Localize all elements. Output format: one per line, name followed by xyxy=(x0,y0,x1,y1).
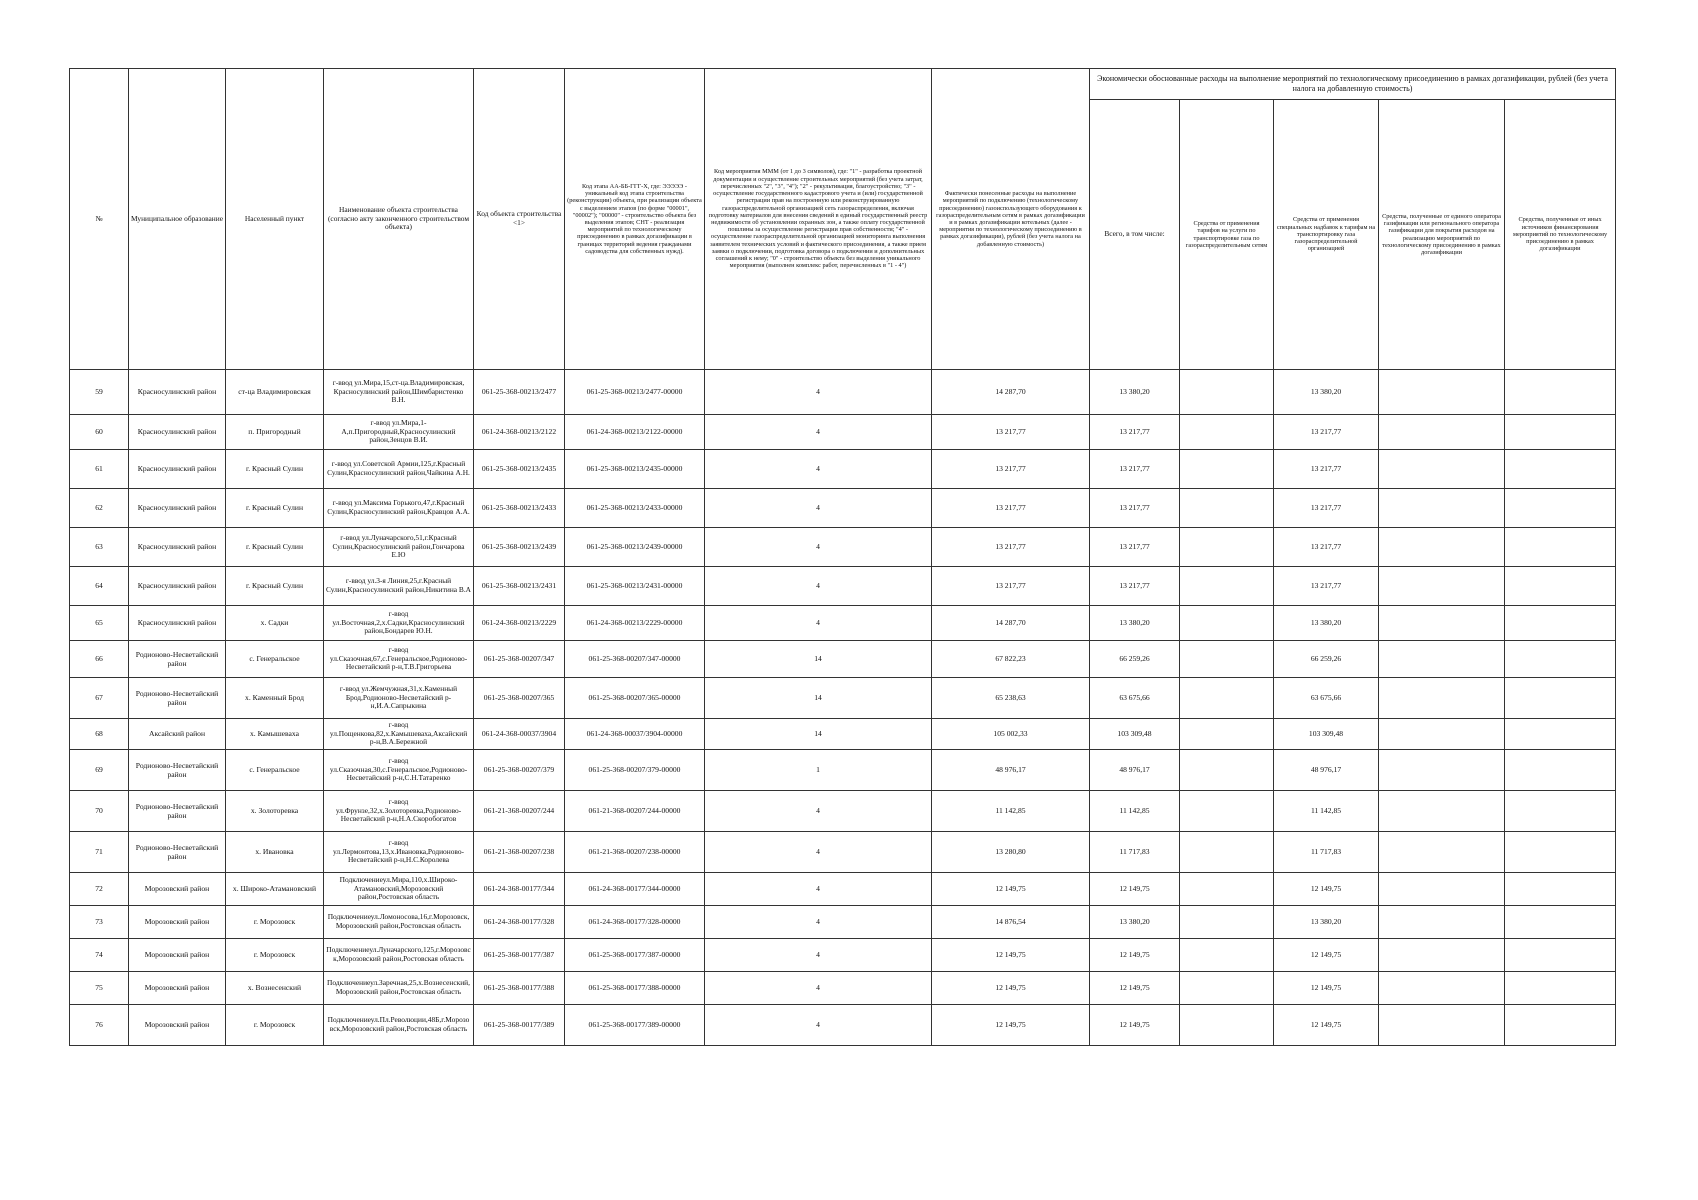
header-settlement: Населенный пункт xyxy=(226,69,324,370)
row-event-code: 4 xyxy=(705,415,932,450)
row-single-operator xyxy=(1379,832,1505,873)
table-row xyxy=(70,678,1616,719)
table-row xyxy=(70,415,1616,450)
row-object-code: 061-25-368-00213/2477 xyxy=(474,370,565,415)
row-object-name: Подключениеул.Заречная,25,х.Вознесенский,Морозовский район,Ростовская область xyxy=(324,972,474,1005)
row-event-code: 4 xyxy=(705,906,932,939)
row-single-operator xyxy=(1379,791,1505,832)
row-other-sources xyxy=(1505,678,1616,719)
row-object-name: г-ввод ул.Сказочная,30,с.Генеральское,Родионово-Несветайский р-н,С.Н.Татаренко xyxy=(324,750,474,791)
row-no: 63 xyxy=(70,528,129,567)
row-total: 48 976,17 xyxy=(1090,750,1180,791)
row-event-code: 14 xyxy=(705,719,932,750)
row-settlement: ст-ца Владимировская xyxy=(226,370,324,415)
row-object-name: г-ввод ул.Мира,15,ст-ца.Владимировская, Красносулинский район,Шимбаристенко В.Н. xyxy=(324,370,474,415)
row-tariff-transport xyxy=(1180,641,1274,678)
row-object-name: г-ввод ул.Луначарского,51,г.Красный Сулин,Красносулинский район,Гончарова Е.Ю xyxy=(324,528,474,567)
row-stage-code: 061-24-368-00213/2122-00000 xyxy=(565,415,705,450)
row-event-code: 4 xyxy=(705,972,932,1005)
row-special-surcharge: 11 717,83 xyxy=(1274,832,1379,873)
table-row xyxy=(70,873,1616,906)
row-municipality: Красносулинский район xyxy=(129,450,226,489)
row-tariff-transport xyxy=(1180,939,1274,972)
row-event-code: 4 xyxy=(705,832,932,873)
row-stage-code: 061-25-368-00207/379-00000 xyxy=(565,750,705,791)
row-object-code: 061-25-368-00207/379 xyxy=(474,750,565,791)
row-special-surcharge: 13 380,20 xyxy=(1274,370,1379,415)
row-event-code: 4 xyxy=(705,489,932,528)
row-settlement: х. Ивановка xyxy=(226,832,324,873)
row-settlement: х. Садки xyxy=(226,606,324,641)
row-stage-code: 061-25-368-00213/2477-00000 xyxy=(565,370,705,415)
row-object-name: г-ввод ул.Восточная,2,х.Садки,Красносулинский район,Бондарев Ю.Н. xyxy=(324,606,474,641)
row-actual-costs: 14 876,54 xyxy=(932,906,1090,939)
row-object-code: 061-25-368-00213/2431 xyxy=(474,567,565,606)
row-municipality: Родионово-Несветайский район xyxy=(129,750,226,791)
row-stage-code: 061-24-368-00177/344-00000 xyxy=(565,873,705,906)
row-object-name: г-ввод ул.Лермонтова,13,х.Ивановка,Родионово-Несветайский р-н,Н.С.Королева xyxy=(324,832,474,873)
row-actual-costs: 13 280,80 xyxy=(932,832,1090,873)
row-special-surcharge: 11 142,85 xyxy=(1274,791,1379,832)
row-actual-costs: 13 217,77 xyxy=(932,450,1090,489)
row-settlement: г. Красный Сулин xyxy=(226,567,324,606)
table-row xyxy=(70,489,1616,528)
header-actual-costs: Фактически понесенные расходы на выполнение мероприятий по подключению (технологическому присоединению) газоиспользующего оборудования к газораспределительным сетям в рамках догазификации и в рамках догазификации котельных (далее - мероприятия по технологическому присоединению в рамках догазификации), рублей (без учета налога на добавленную стоимость) xyxy=(932,69,1090,370)
table-row xyxy=(70,972,1616,1005)
row-single-operator xyxy=(1379,415,1505,450)
row-object-code: 061-25-368-00213/2439 xyxy=(474,528,565,567)
row-total: 103 309,48 xyxy=(1090,719,1180,750)
row-event-code: 4 xyxy=(705,450,932,489)
row-actual-costs: 13 217,77 xyxy=(932,415,1090,450)
row-event-code: 4 xyxy=(705,791,932,832)
row-total: 13 380,20 xyxy=(1090,906,1180,939)
row-no: 65 xyxy=(70,606,129,641)
row-no: 64 xyxy=(70,567,129,606)
row-other-sources xyxy=(1505,906,1616,939)
row-other-sources xyxy=(1505,1005,1616,1046)
row-single-operator xyxy=(1379,1005,1505,1046)
row-special-surcharge: 13 217,77 xyxy=(1274,489,1379,528)
row-municipality: Морозовский район xyxy=(129,906,226,939)
row-special-surcharge: 13 217,77 xyxy=(1274,415,1379,450)
row-object-code: 061-25-368-00177/387 xyxy=(474,939,565,972)
header-group-title: Экономически обоснованные расходы на выполнение мероприятий по технологическому присоединению в рамках догазификации, рублей (без учета налога на добавленную стоимость) xyxy=(1090,69,1616,100)
row-actual-costs: 13 217,77 xyxy=(932,567,1090,606)
header-total: Всего, в том числе: xyxy=(1090,100,1180,370)
row-actual-costs: 105 002,33 xyxy=(932,719,1090,750)
row-other-sources xyxy=(1505,750,1616,791)
row-no: 73 xyxy=(70,906,129,939)
row-settlement: г. Красный Сулин xyxy=(226,450,324,489)
row-tariff-transport xyxy=(1180,489,1274,528)
row-stage-code: 061-25-368-00207/365-00000 xyxy=(565,678,705,719)
row-total: 63 675,66 xyxy=(1090,678,1180,719)
row-tariff-transport xyxy=(1180,791,1274,832)
row-object-name: Подключениеул.Пл.Революции,48Б,г.Морозовск,Морозовский район,Ростовская область xyxy=(324,1005,474,1046)
row-event-code: 4 xyxy=(705,873,932,906)
row-special-surcharge: 103 309,48 xyxy=(1274,719,1379,750)
row-special-surcharge: 13 217,77 xyxy=(1274,567,1379,606)
row-single-operator xyxy=(1379,873,1505,906)
row-no: 74 xyxy=(70,939,129,972)
row-other-sources xyxy=(1505,873,1616,906)
table-row xyxy=(70,1005,1616,1046)
row-object-code: 061-21-368-00207/244 xyxy=(474,791,565,832)
row-municipality: Красносулинский район xyxy=(129,489,226,528)
row-other-sources xyxy=(1505,450,1616,489)
table-row xyxy=(70,450,1616,489)
table-row xyxy=(70,567,1616,606)
header-event-code: Код мероприятия МММ (от 1 до 3 символов), где: "1" - разработка проектной документации и осуществление строительных мероприятий (без учета затрат, перечисленных "2", "3", "4"); "2" - рекультивация, благоустройство; "3" - осуществление государственного кадастрового учета и (или) государственной регистрации прав на построенную или реконструированную газораспределительной организацией сеть газораспределения, включая подготовку материалов для внесения сведений в единый государственный реестр недвижимости об установлении охранных зон, а также оплату государственной пошлины за осуществление регистрации прав собственности; "4" - осуществление газораспределительной организацией мониторинга выполнения заявителем технических условий и фактического присоединения, а также прием заявки о подключении, подготовка договора о подключении и дополнительных соглашений к нему; "0" - строительство объекта без выделения уникального мероприятия (выполнен комплекс работ, перечисленных в "1 - 4") xyxy=(705,69,932,370)
table-body xyxy=(70,370,1616,1046)
row-single-operator xyxy=(1379,528,1505,567)
row-event-code: 4 xyxy=(705,567,932,606)
row-total: 66 259,26 xyxy=(1090,641,1180,678)
row-total: 13 217,77 xyxy=(1090,489,1180,528)
row-special-surcharge: 48 976,17 xyxy=(1274,750,1379,791)
row-total: 13 217,77 xyxy=(1090,450,1180,489)
row-no: 69 xyxy=(70,750,129,791)
row-no: 60 xyxy=(70,415,129,450)
table-row xyxy=(70,791,1616,832)
row-single-operator xyxy=(1379,678,1505,719)
row-actual-costs: 67 822,23 xyxy=(932,641,1090,678)
row-stage-code: 061-25-368-00177/388-00000 xyxy=(565,972,705,1005)
row-object-name: г-ввод ул.3-я Линия,25,г.Красный Сулин,Красносулинский район,Никитина В.А xyxy=(324,567,474,606)
row-actual-costs: 12 149,75 xyxy=(932,939,1090,972)
row-actual-costs: 12 149,75 xyxy=(932,1005,1090,1046)
row-stage-code: 061-25-368-00177/387-00000 xyxy=(565,939,705,972)
table-row xyxy=(70,370,1616,415)
row-object-name: г-ввод ул.Жемчужная,31,х.Каменный Брод,Родионово-Несветайский р-н,И.А.Сапрыкина xyxy=(324,678,474,719)
row-other-sources xyxy=(1505,528,1616,567)
row-municipality: Морозовский район xyxy=(129,972,226,1005)
row-object-name: Подключениеул.Ломоносова,16,г.Морозовск,Морозовский район,Ростовская область xyxy=(324,906,474,939)
row-no: 70 xyxy=(70,791,129,832)
row-event-code: 4 xyxy=(705,606,932,641)
row-tariff-transport xyxy=(1180,873,1274,906)
row-other-sources xyxy=(1505,939,1616,972)
row-stage-code: 061-25-368-00213/2439-00000 xyxy=(565,528,705,567)
row-object-name: г-ввод ул.Мира,1-А,п.Пригородный,Красносулинский район,Зенцов В.И. xyxy=(324,415,474,450)
row-settlement: г. Красный Сулин xyxy=(226,489,324,528)
row-other-sources xyxy=(1505,415,1616,450)
row-stage-code: 061-21-368-00207/244-00000 xyxy=(565,791,705,832)
row-no: 76 xyxy=(70,1005,129,1046)
row-special-surcharge: 13 380,20 xyxy=(1274,606,1379,641)
row-stage-code: 061-24-368-00037/3904-00000 xyxy=(565,719,705,750)
row-tariff-transport xyxy=(1180,972,1274,1005)
row-object-name: Подключениеул.Мира,110,х.Широко-Атамановский,Морозовский район,Ростовская область xyxy=(324,873,474,906)
row-tariff-transport xyxy=(1180,606,1274,641)
row-tariff-transport xyxy=(1180,906,1274,939)
row-municipality: Морозовский район xyxy=(129,1005,226,1046)
row-single-operator xyxy=(1379,750,1505,791)
row-actual-costs: 48 976,17 xyxy=(932,750,1090,791)
row-other-sources xyxy=(1505,489,1616,528)
row-tariff-transport xyxy=(1180,678,1274,719)
row-object-code: 061-24-368-00177/328 xyxy=(474,906,565,939)
row-settlement: х. Широко-Атамановский xyxy=(226,873,324,906)
row-special-surcharge: 13 217,77 xyxy=(1274,528,1379,567)
row-municipality: Родионово-Несветайский район xyxy=(129,641,226,678)
row-other-sources xyxy=(1505,606,1616,641)
row-object-code: 061-24-368-00037/3904 xyxy=(474,719,565,750)
row-municipality: Морозовский район xyxy=(129,939,226,972)
row-other-sources xyxy=(1505,370,1616,415)
row-event-code: 4 xyxy=(705,528,932,567)
row-tariff-transport xyxy=(1180,567,1274,606)
row-total: 13 217,77 xyxy=(1090,415,1180,450)
row-total: 11 717,83 xyxy=(1090,832,1180,873)
row-stage-code: 061-25-368-00177/389-00000 xyxy=(565,1005,705,1046)
row-settlement: г. Морозовск xyxy=(226,1005,324,1046)
row-stage-code: 061-24-368-00213/2229-00000 xyxy=(565,606,705,641)
header-other-sources: Средства, полученные от иных источников финансирования мероприятий по технологическому присоединению в рамках догазификации xyxy=(1505,100,1616,370)
row-single-operator xyxy=(1379,567,1505,606)
row-other-sources xyxy=(1505,567,1616,606)
row-special-surcharge: 12 149,75 xyxy=(1274,1005,1379,1046)
header-municipality: Муниципальное образование xyxy=(129,69,226,370)
row-municipality: Красносулинский район xyxy=(129,567,226,606)
row-other-sources xyxy=(1505,791,1616,832)
row-event-code: 4 xyxy=(705,1005,932,1046)
row-settlement: г. Морозовск xyxy=(226,939,324,972)
row-settlement: х. Камышеваха xyxy=(226,719,324,750)
row-object-code: 061-25-368-00177/388 xyxy=(474,972,565,1005)
row-object-name: г-ввод ул.Пощенкова,82,х.Камышеваха,Аксайский р-н,В.А.Бережной xyxy=(324,719,474,750)
row-actual-costs: 12 149,75 xyxy=(932,873,1090,906)
row-tariff-transport xyxy=(1180,415,1274,450)
row-municipality: Красносулинский район xyxy=(129,528,226,567)
document-sheet xyxy=(69,68,1615,1046)
row-single-operator xyxy=(1379,370,1505,415)
row-tariff-transport xyxy=(1180,528,1274,567)
table-row xyxy=(70,641,1616,678)
row-single-operator xyxy=(1379,450,1505,489)
table-row xyxy=(70,606,1616,641)
row-no: 71 xyxy=(70,832,129,873)
row-special-surcharge: 13 380,20 xyxy=(1274,906,1379,939)
row-settlement: х. Каменный Брод xyxy=(226,678,324,719)
row-special-surcharge: 12 149,75 xyxy=(1274,873,1379,906)
row-object-name: г-ввод ул.Фрунзе,32,х.Золоторевка,Родионово-Несветайский р-н,Н.А.Скоробогатов xyxy=(324,791,474,832)
row-actual-costs: 14 287,70 xyxy=(932,370,1090,415)
row-actual-costs: 13 217,77 xyxy=(932,528,1090,567)
row-municipality: Родионово-Несветайский район xyxy=(129,678,226,719)
row-single-operator xyxy=(1379,641,1505,678)
row-no: 66 xyxy=(70,641,129,678)
row-municipality: Красносулинский район xyxy=(129,415,226,450)
row-tariff-transport xyxy=(1180,719,1274,750)
table-row xyxy=(70,939,1616,972)
row-total: 11 142,85 xyxy=(1090,791,1180,832)
row-object-code: 061-25-368-00177/389 xyxy=(474,1005,565,1046)
row-tariff-transport xyxy=(1180,1005,1274,1046)
row-other-sources xyxy=(1505,832,1616,873)
row-municipality: Красносулинский район xyxy=(129,606,226,641)
row-total: 13 217,77 xyxy=(1090,567,1180,606)
row-object-name: Подключениеул.Луначарского,125,г.Морозовск,Морозовский район,Ростовская область xyxy=(324,939,474,972)
row-object-code: 061-24-368-00177/344 xyxy=(474,873,565,906)
row-object-code: 061-21-368-00207/238 xyxy=(474,832,565,873)
header-stage-code: Код этапа АА-ББ-ГГГ-Х, где: ЭЭЭЭЭ - уникальный код этапа строительства (реконструкции) объекта, при реализации объекта с выделением этапов (по форме "00001", "00002"); "00000" - строительство объекта без выделения этапов; СНТ - реализация мероприятий по технологическому присоединению в рамках догазификации в границах территорий ведения гражданами садоводства для собственных нужд). xyxy=(565,69,705,370)
row-single-operator xyxy=(1379,972,1505,1005)
header-special-surcharge: Средства от применения специальных надбавок к тарифам на транспортировку газа газораспределительной организацией xyxy=(1274,100,1379,370)
row-tariff-transport xyxy=(1180,450,1274,489)
row-special-surcharge: 13 217,77 xyxy=(1274,450,1379,489)
row-single-operator xyxy=(1379,606,1505,641)
row-total: 12 149,75 xyxy=(1090,939,1180,972)
row-no: 62 xyxy=(70,489,129,528)
row-total: 12 149,75 xyxy=(1090,873,1180,906)
row-special-surcharge: 66 259,26 xyxy=(1274,641,1379,678)
row-no: 59 xyxy=(70,370,129,415)
header-tariff-transport: Средства от применения тарифов на услуги по транспортировке газа по газораспределительным сетям xyxy=(1180,100,1274,370)
dogazification-table xyxy=(69,68,1616,1046)
row-single-operator xyxy=(1379,906,1505,939)
row-no: 68 xyxy=(70,719,129,750)
row-single-operator xyxy=(1379,939,1505,972)
row-total: 13 380,20 xyxy=(1090,606,1180,641)
row-object-code: 061-24-368-00213/2122 xyxy=(474,415,565,450)
row-settlement: х. Вознесенский xyxy=(226,972,324,1005)
row-event-code: 4 xyxy=(705,939,932,972)
row-event-code: 1 xyxy=(705,750,932,791)
row-total: 12 149,75 xyxy=(1090,972,1180,1005)
row-total: 13 217,77 xyxy=(1090,528,1180,567)
row-single-operator xyxy=(1379,489,1505,528)
header-single-operator: Средства, полученные от единого оператора газификации или регионального оператора газификации для покрытия расходов на реализацию мероприятий по технологическому присоединению в рамках догазификации xyxy=(1379,100,1505,370)
row-stage-code: 061-25-368-00213/2431-00000 xyxy=(565,567,705,606)
row-settlement: с. Генеральское xyxy=(226,750,324,791)
row-event-code: 4 xyxy=(705,370,932,415)
row-special-surcharge: 12 149,75 xyxy=(1274,939,1379,972)
row-actual-costs: 14 287,70 xyxy=(932,606,1090,641)
row-tariff-transport xyxy=(1180,750,1274,791)
row-no: 72 xyxy=(70,873,129,906)
header-object-code: Код объекта строительства <1> xyxy=(474,69,565,370)
row-object-code: 061-25-368-00213/2433 xyxy=(474,489,565,528)
row-municipality: Красносулинский район xyxy=(129,370,226,415)
row-total: 13 380,20 xyxy=(1090,370,1180,415)
header-object-name: Наименование объекта строительства (согласно акту законченного строительством объекта) xyxy=(324,69,474,370)
row-stage-code: 061-21-368-00207/238-00000 xyxy=(565,832,705,873)
row-stage-code: 061-25-368-00207/347-00000 xyxy=(565,641,705,678)
row-settlement: п. Пригородный xyxy=(226,415,324,450)
row-total: 12 149,75 xyxy=(1090,1005,1180,1046)
row-object-code: 061-24-368-00213/2229 xyxy=(474,606,565,641)
row-tariff-transport xyxy=(1180,832,1274,873)
table-row xyxy=(70,832,1616,873)
row-stage-code: 061-25-368-00213/2433-00000 xyxy=(565,489,705,528)
row-object-name: г-ввод ул.Советской Армии,125,г.Красный Сулин,Красносулинский район,Чайкина А.Н. xyxy=(324,450,474,489)
row-actual-costs: 13 217,77 xyxy=(932,489,1090,528)
row-municipality: Родионово-Несветайский район xyxy=(129,832,226,873)
row-municipality: Морозовский район xyxy=(129,873,226,906)
row-object-name: г-ввод ул.Сказочная,67,с.Генеральское,Родионово-Несветайский р-н,Т.В.Григорьева xyxy=(324,641,474,678)
row-event-code: 14 xyxy=(705,678,932,719)
row-settlement: х. Золоторевка xyxy=(226,791,324,832)
row-tariff-transport xyxy=(1180,370,1274,415)
row-object-code: 061-25-368-00207/365 xyxy=(474,678,565,719)
row-no: 75 xyxy=(70,972,129,1005)
row-actual-costs: 65 238,63 xyxy=(932,678,1090,719)
table-header xyxy=(70,69,1616,370)
row-other-sources xyxy=(1505,641,1616,678)
row-special-surcharge: 12 149,75 xyxy=(1274,972,1379,1005)
row-single-operator xyxy=(1379,719,1505,750)
row-no: 61 xyxy=(70,450,129,489)
row-actual-costs: 11 142,85 xyxy=(932,791,1090,832)
row-object-code: 061-25-368-00207/347 xyxy=(474,641,565,678)
row-other-sources xyxy=(1505,972,1616,1005)
row-stage-code: 061-25-368-00213/2435-00000 xyxy=(565,450,705,489)
row-object-name: г-ввод ул.Максима Горького,47,г.Красный Сулин,Красносулинский район,Кравцов А.А. xyxy=(324,489,474,528)
row-special-surcharge: 63 675,66 xyxy=(1274,678,1379,719)
row-object-code: 061-25-368-00213/2435 xyxy=(474,450,565,489)
row-settlement: г. Морозовск xyxy=(226,906,324,939)
row-settlement: г. Красный Сулин xyxy=(226,528,324,567)
table-row xyxy=(70,906,1616,939)
row-event-code: 14 xyxy=(705,641,932,678)
row-municipality: Родионово-Несветайский район xyxy=(129,791,226,832)
row-no: 67 xyxy=(70,678,129,719)
row-settlement: с. Генеральское xyxy=(226,641,324,678)
row-other-sources xyxy=(1505,719,1616,750)
row-actual-costs: 12 149,75 xyxy=(932,972,1090,1005)
table-row xyxy=(70,750,1616,791)
table-row xyxy=(70,719,1616,750)
header-no: № xyxy=(70,69,129,370)
table-row xyxy=(70,528,1616,567)
row-municipality: Аксайский район xyxy=(129,719,226,750)
row-stage-code: 061-24-368-00177/328-00000 xyxy=(565,906,705,939)
